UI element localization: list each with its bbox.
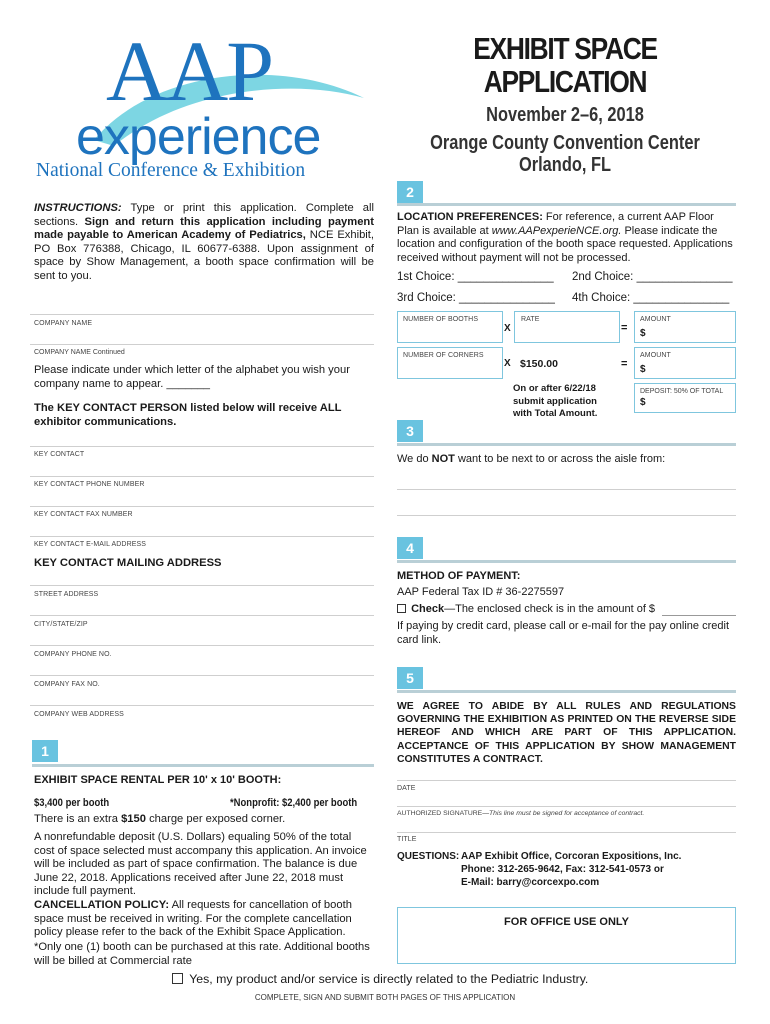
key-email-label: KEY CONTACT E-MAIL ADDRESS [34, 541, 147, 548]
section-5-badge: 5 [397, 667, 423, 689]
questions-line2: Phone: 312-265-9642, Fax: 312-541-0573 or [461, 864, 664, 875]
sec1-corner: There is an extra $150 charge per exposed corner. [34, 813, 286, 825]
corner-rate: $150.00 [520, 358, 558, 370]
key-phone-label: KEY CONTACT PHONE NUMBER [34, 481, 145, 488]
check-checkbox[interactable] [397, 604, 406, 613]
sec3-line-1[interactable] [397, 489, 736, 490]
corners-eq: = [621, 358, 628, 370]
company-web-field[interactable] [30, 707, 374, 735]
sec1-only-one: *Only one (1) booth can be purchased at this rate. Additional booths will be billed at Commercial rate [34, 941, 370, 967]
office-use-label: FOR OFFICE USE ONLY [504, 916, 629, 928]
logo-aap: AAP [106, 23, 273, 119]
signature-field[interactable] [397, 808, 736, 832]
pediatric-row: Yes, my product and/or service is directly related to the Pediatric Industry. [172, 972, 588, 986]
key-contact-label: KEY CONTACT [34, 451, 85, 458]
company-name-cont-field[interactable] [30, 346, 374, 360]
mailing-heading: KEY CONTACT MAILING ADDRESS [34, 557, 222, 569]
company-fax-field[interactable] [30, 677, 374, 705]
logo-experience: experience [76, 108, 321, 166]
section-3-badge: 3 [397, 420, 423, 442]
num-booths-box[interactable]: NUMBER OF BOOTHS [397, 311, 503, 343]
section-4-bar [397, 560, 736, 563]
footer-complete: COMPLETE, SIGN AND SUBMIT BOTH PAGES OF THIS APPLICATION [254, 993, 516, 1002]
key-email-field[interactable] [30, 538, 374, 552]
event-city: Orlando, FL [518, 154, 612, 176]
section-4-badge: 4 [397, 537, 423, 559]
street-label: STREET ADDRESS [34, 591, 99, 598]
questions-line3: E-Mail: barry@corcexpo.com [461, 877, 600, 888]
agree-statement: WE AGREE TO ABIDE BY ALL RULES AND REGULATIONS GOVERNING THE EXHIBITION AS PRINTED ON THE REVERSE SIDE HEREOF AND WHICH ARE PART OF THIS APPLICATION. ACCEPTANCE OF THIS APPLICATION BY SHOW MANAGEMENT CONSTITUTES A CONTRACT. [397, 701, 736, 765]
date-label: DATE [397, 785, 416, 792]
check-row: Check—The enclosed check is in the amount of $ [397, 603, 655, 615]
key-fax-label: KEY CONTACT FAX NUMBER [34, 511, 133, 518]
street-field[interactable] [30, 587, 374, 615]
company-name-field[interactable] [30, 316, 374, 342]
section-2-bar [397, 203, 736, 206]
key-contact-field[interactable] [30, 448, 374, 476]
choice-3[interactable]: 3rd Choice: _______________ [397, 292, 555, 304]
letter-prompt: Please indicate under which letter of the alphabet you wish your company name to appear. _______ [34, 364, 350, 390]
num-corners-box[interactable]: NUMBER OF CORNERS [397, 347, 503, 379]
booths-eq: = [621, 322, 628, 334]
payment-heading: METHOD OF PAYMENT: [397, 570, 521, 582]
title-line1: EXHIBIT SPACE [473, 31, 657, 66]
company-name-label: COMPANY NAME [34, 320, 93, 327]
logo-tagline: National Conference & Exhibition [36, 160, 306, 181]
section-3-bar [397, 443, 736, 446]
title-label: TITLE [397, 836, 417, 843]
rate-box[interactable]: RATE [514, 311, 620, 343]
booths-x: X [504, 323, 511, 334]
corners-x: X [504, 358, 511, 369]
pediatric-checkbox[interactable] [172, 973, 183, 984]
office-use-box [397, 907, 736, 964]
tax-id: AAP Federal Tax ID # 36-2275597 [397, 586, 565, 598]
section-5-bar [397, 690, 736, 693]
corners-amount-box[interactable]: AMOUNT $ [634, 347, 736, 379]
location-preferences: LOCATION PREFERENCES: For reference, a current AAP Floor Plan is available at www.AAPexperieNCE.org. Please indicate the location and configuration of the booth space requested. Applications received without payment will not be processed. [397, 211, 733, 264]
key-fax-field[interactable] [30, 508, 374, 536]
sec1-nonprofit: *Nonprofit: $2,400 per booth [230, 797, 358, 809]
check-amount-line[interactable] [662, 615, 736, 616]
sec1-cancel: CANCELLATION POLICY: All requests for cancellation of booth space must be received in writing. For the complete cancellation policy please refer to the back of the Exhibit Space Application. [34, 899, 352, 939]
city-state-zip-field[interactable] [30, 617, 374, 645]
key-contact-note: The KEY CONTACT PERSON listed below will receive ALL exhibitor communications. [34, 402, 342, 428]
title-line2: APPLICATION [483, 64, 647, 99]
event-dates: November 2–6, 2018 [486, 104, 644, 126]
section-1-bar [32, 764, 374, 767]
choice-4[interactable]: 4th Choice: _______________ [572, 292, 730, 304]
sec1-heading: EXHIBIT SPACE RENTAL PER 10' x 10' BOOTH: [34, 774, 282, 786]
company-web-label: COMPANY WEB ADDRESS [34, 711, 124, 718]
date-field[interactable] [397, 782, 736, 806]
company-phone-label: COMPANY PHONE NO. [34, 651, 112, 658]
questions-label: QUESTIONS: [397, 851, 460, 862]
company-name-cont-label: COMPANY NAME Continued [34, 349, 125, 356]
signature-label: AUTHORIZED SIGNATURE—This line must be signed for acceptance of contract. [397, 810, 645, 817]
booths-amount-box[interactable]: AMOUNT $ [634, 311, 736, 343]
logo [34, 23, 374, 188]
city-state-zip-label: CITY/STATE/ZIP [34, 621, 88, 628]
after-date-note: On or after 6/22/18 submit application with Total Amount. [513, 383, 598, 419]
company-fax-label: COMPANY FAX NO. [34, 681, 100, 688]
event-venue: Orange County Convention Center [430, 132, 700, 154]
key-phone-field[interactable] [30, 478, 374, 506]
sec3-text: We do NOT want to be next to or across the aisle from: [397, 453, 666, 465]
credit-card-note: If paying by credit card, please call or e-mail for the pay online credit card link. [397, 620, 729, 646]
choice-2[interactable]: 2nd Choice: _______________ [572, 271, 733, 283]
questions-line1: AAP Exhibit Office, Corcoran Expositions, Inc. [461, 851, 682, 862]
sec1-price: $3,400 per booth [34, 797, 110, 809]
company-phone-field[interactable] [30, 647, 374, 675]
deposit-box[interactable]: DEPOSIT: 50% OF TOTAL $ [634, 383, 736, 413]
instructions: INSTRUCTIONS: Type or print this application. Complete all sections. Sign and return this application including payment made payable to American Academy of Pediatrics, NCE Exhibit, PO Box 776388, Chicago, IL 60677-6388. Upon assignment of space by Show Management, a booth space confirmation will be sent to you. [34, 202, 375, 282]
section-2-badge: 2 [397, 181, 423, 203]
sec3-line-2[interactable] [397, 515, 736, 516]
section-1-badge: 1 [32, 740, 58, 762]
page-title [400, 32, 730, 98]
title-field[interactable] [397, 834, 736, 846]
sec1-deposit: A nonrefundable deposit (U.S. Dollars) equaling 50% of the total cost of space selected must accompany this application. An invoice will be included as part of space confirmation. The balance is due June 22, 2018. Applications received after June 22, 2018 must include full payment. [34, 831, 367, 898]
choice-1[interactable]: 1st Choice: _______________ [397, 271, 554, 283]
